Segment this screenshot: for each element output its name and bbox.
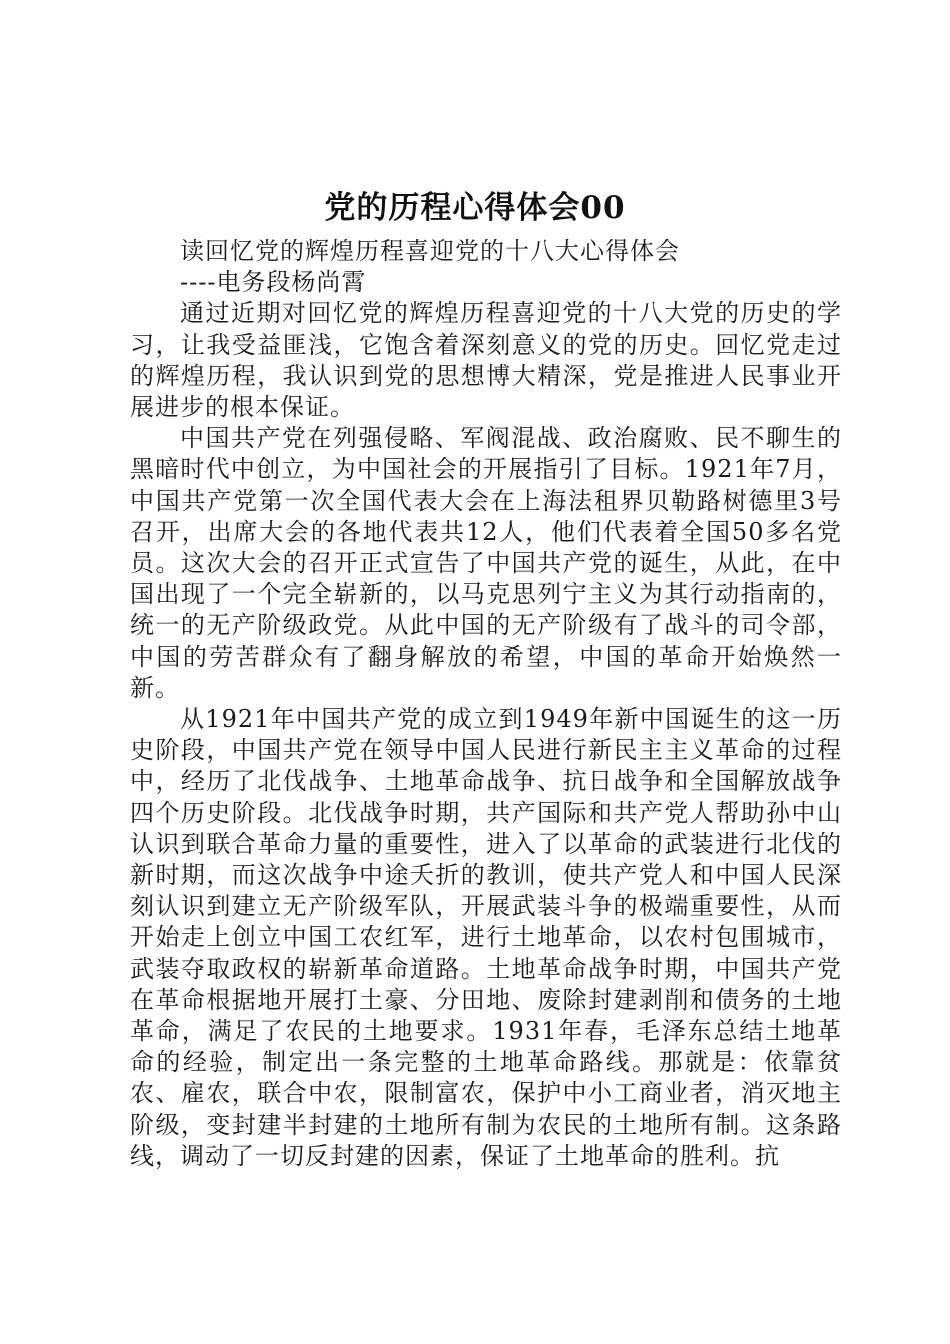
document-title: 党的历程心得体会00 <box>324 190 626 226</box>
paragraph: 中国共产党在列强侵略、军阀混战、政治腐败、民不聊生的黑暗时代中创立，为中国社会的开展指引了目标。1921年7月，中国共产党第一次全国代表大会在上海法租界贝勒路树德里3号召开，出席大会的各地代表共12人，他们代表着全国50多名党员。这次大会的召开正式宣告了中国共产党的诞生，从此，在中国出现了一个完全崭新的，以马克思列宁主义为其行动指南的，统一的无产阶级政党。从此中国的无产阶级有了战斗的司令部，中国的劳苦群众有了翻身解放的希望，中国的革命开始焕然一新。 <box>130 424 842 702</box>
paragraph: 通过近期对回忆党的辉煌历程喜迎党的十八大党的历史的学习，让我受益匪浅，它饱含着深刻意义的党的历史。回忆党走过的辉煌历程，我认识到党的思想博大精深，党是推进人民事业开展进步的根本保证。 <box>130 299 842 422</box>
author-line: ----电务段杨尚霄 <box>180 268 367 297</box>
paragraph: 从1921年中国共产党的成立到1949年新中国诞生的这一历史阶段，中国共产党在领导中国人民进行新民主主义革命的过程中，经历了北伐战争、土地革命战争、抗日战争和全国解放战争四个历史阶段。北伐战争时期，共产国际和共产党人帮助孙中山认识到联合革命力量的重要性，进入了以革命的武装进行北伐的新时期，而这次战争中途夭折的教训，使共产党人和中国人民深刻认识到建立无产阶级军队，开展武装斗争的极端重要性，从而开始走上创立中国工农红军，进行土地革命，以农村包围城市，武装夺取政权的崭新革命道路。土地革命战争时期，中国共产党在革命根据地开展打土豪、分田地、废除封建剥削和债务的土地革命，满足了农民的土地要求。1931年春，毛泽东总结土地革命的经验，制定出一条完整的土地革命路线。那就是：依靠贫农、雇农，联合中农，限制富农，保护中小工商业者，消灭地主阶级，变封建半封建的土地所有制为农民的土地所有制。这条路线，调动了一切反封建的因素，保证了土地革命的胜利。抗 <box>130 705 842 1170</box>
document-body <box>130 236 842 1172</box>
subtitle: 读回忆党的辉煌历程喜迎党的十八大心得体会 <box>180 237 680 265</box>
